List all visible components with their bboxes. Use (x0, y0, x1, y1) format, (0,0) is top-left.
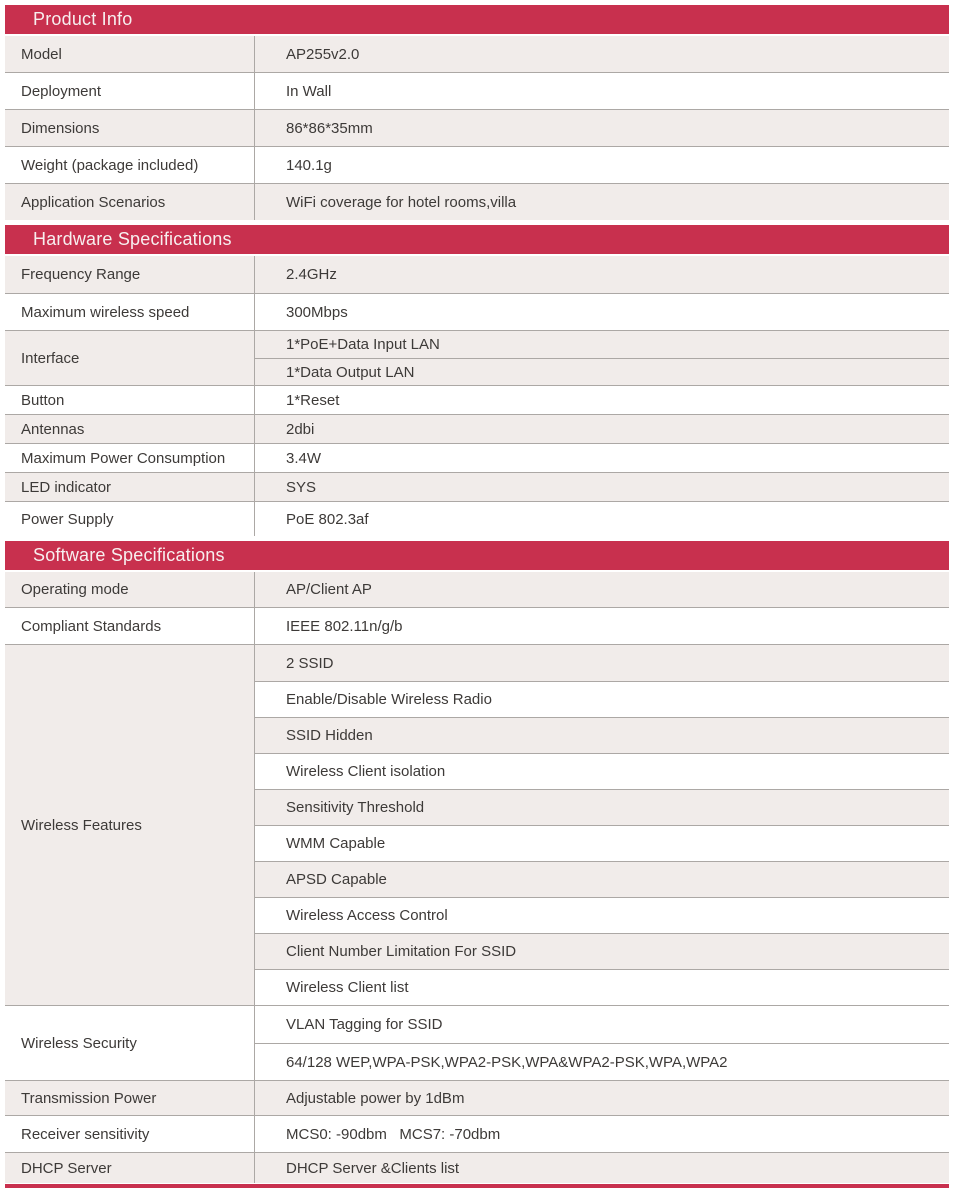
row-label: Power Supply (5, 502, 255, 536)
row-value: In Wall (255, 73, 949, 109)
row-value: Enable/Disable Wireless Radio (255, 681, 949, 717)
row-label: Button (5, 386, 255, 414)
spec-row-deployment (5, 72, 949, 109)
row-value: Client Number Limitation For SSID (255, 933, 949, 969)
spec-row-frequency-range (5, 256, 949, 293)
row-values (255, 1116, 949, 1152)
row-value: Wireless Client list (255, 969, 949, 1005)
spec-row-dhcp-server (5, 1152, 949, 1183)
row-value: 2dbi (255, 415, 949, 443)
row-label: Deployment (5, 73, 255, 109)
row-value: APSD Capable (255, 861, 949, 897)
row-label: Frequency Range (5, 256, 255, 293)
spec-row-interface (5, 330, 949, 385)
spec-row-button (5, 385, 949, 414)
section-header-product-info: Product Info (5, 5, 949, 34)
spec-row-receiver-sensitivity (5, 1115, 949, 1152)
spec-row-maximum-power-consumption (5, 443, 949, 472)
spec-row-transmission-power (5, 1080, 949, 1115)
row-values (255, 147, 949, 183)
row-label: Compliant Standards (5, 608, 255, 644)
spec-row-led-indicator (5, 472, 949, 501)
row-values (255, 184, 949, 220)
row-value: AP/Client AP (255, 572, 949, 607)
row-values (255, 415, 949, 443)
row-label: Operating mode (5, 572, 255, 607)
spec-row-maximum-wireless-speed (5, 293, 949, 330)
row-values (255, 73, 949, 109)
spec-row-compliant-standards (5, 607, 949, 644)
row-values (255, 256, 949, 293)
row-value: IEEE 802.11n/g/b (255, 608, 949, 644)
row-label: Receiver sensitivity (5, 1116, 255, 1152)
row-value: 86*86*35mm (255, 110, 949, 146)
spec-row-operating-mode (5, 572, 949, 607)
row-label: LED indicator (5, 473, 255, 501)
row-values (255, 572, 949, 607)
row-label: Application Scenarios (5, 184, 255, 220)
row-values (255, 1081, 949, 1115)
spec-row-application-scenarios (5, 183, 949, 220)
row-label: Interface (5, 331, 255, 385)
row-label: Maximum Power Consumption (5, 444, 255, 472)
row-value: PoE 802.3af (255, 502, 949, 536)
row-label: Wireless Features (5, 645, 255, 1005)
row-value: WiFi coverage for hotel rooms,villa (255, 184, 949, 220)
row-value: Wireless Client isolation (255, 753, 949, 789)
spec-table (5, 5, 949, 1188)
spec-row-power-supply (5, 501, 949, 536)
row-values (255, 444, 949, 472)
row-label: Weight (package included) (5, 147, 255, 183)
row-value: AP255v2.0 (255, 36, 949, 72)
row-value: Adjustable power by 1dBm (255, 1081, 949, 1115)
row-values (255, 36, 949, 72)
row-values (255, 473, 949, 501)
row-label: DHCP Server (5, 1153, 255, 1183)
section-header-software-specifications: Software Specifications (5, 541, 949, 570)
spec-row-wireless-features (5, 644, 949, 1005)
row-values (255, 386, 949, 414)
spec-row-antennas (5, 414, 949, 443)
next-section-top-strip (5, 1184, 949, 1188)
spec-row-wireless-security (5, 1005, 949, 1080)
row-value: WMM Capable (255, 825, 949, 861)
row-value: 300Mbps (255, 294, 949, 330)
row-values (255, 1153, 949, 1183)
row-value: 3.4W (255, 444, 949, 472)
row-label: Antennas (5, 415, 255, 443)
row-value: MCS0: -90dbm MCS7: -70dbm (255, 1116, 949, 1152)
spec-row-model (5, 36, 949, 72)
row-value: 64/128 WEP,WPA-PSK,WPA2-PSK,WPA&WPA2-PSK,WPA,WPA2 (255, 1043, 949, 1080)
spec-row-weight-package-included (5, 146, 949, 183)
row-value: 140.1g (255, 147, 949, 183)
row-values (255, 1006, 949, 1080)
row-value: DHCP Server &Clients list (255, 1153, 949, 1183)
row-label: Maximum wireless speed (5, 294, 255, 330)
row-values (255, 608, 949, 644)
row-label: Model (5, 36, 255, 72)
row-value: 1*PoE+Data Input LAN (255, 331, 949, 358)
row-values (255, 502, 949, 536)
spec-row-dimensions (5, 109, 949, 146)
row-value: SSID Hidden (255, 717, 949, 753)
row-values (255, 645, 949, 1005)
row-value: 2.4GHz (255, 256, 949, 293)
section-header-hardware-specifications: Hardware Specifications (5, 225, 949, 254)
row-value: 2 SSID (255, 645, 949, 681)
row-label: Wireless Security (5, 1006, 255, 1080)
row-label: Dimensions (5, 110, 255, 146)
row-value: VLAN Tagging for SSID (255, 1006, 949, 1043)
row-label: Transmission Power (5, 1081, 255, 1115)
row-value: 1*Reset (255, 386, 949, 414)
row-value: Wireless Access Control (255, 897, 949, 933)
row-values (255, 331, 949, 385)
row-values (255, 294, 949, 330)
row-values (255, 110, 949, 146)
row-value: 1*Data Output LAN (255, 358, 949, 385)
row-value: Sensitivity Threshold (255, 789, 949, 825)
row-value: SYS (255, 473, 949, 501)
